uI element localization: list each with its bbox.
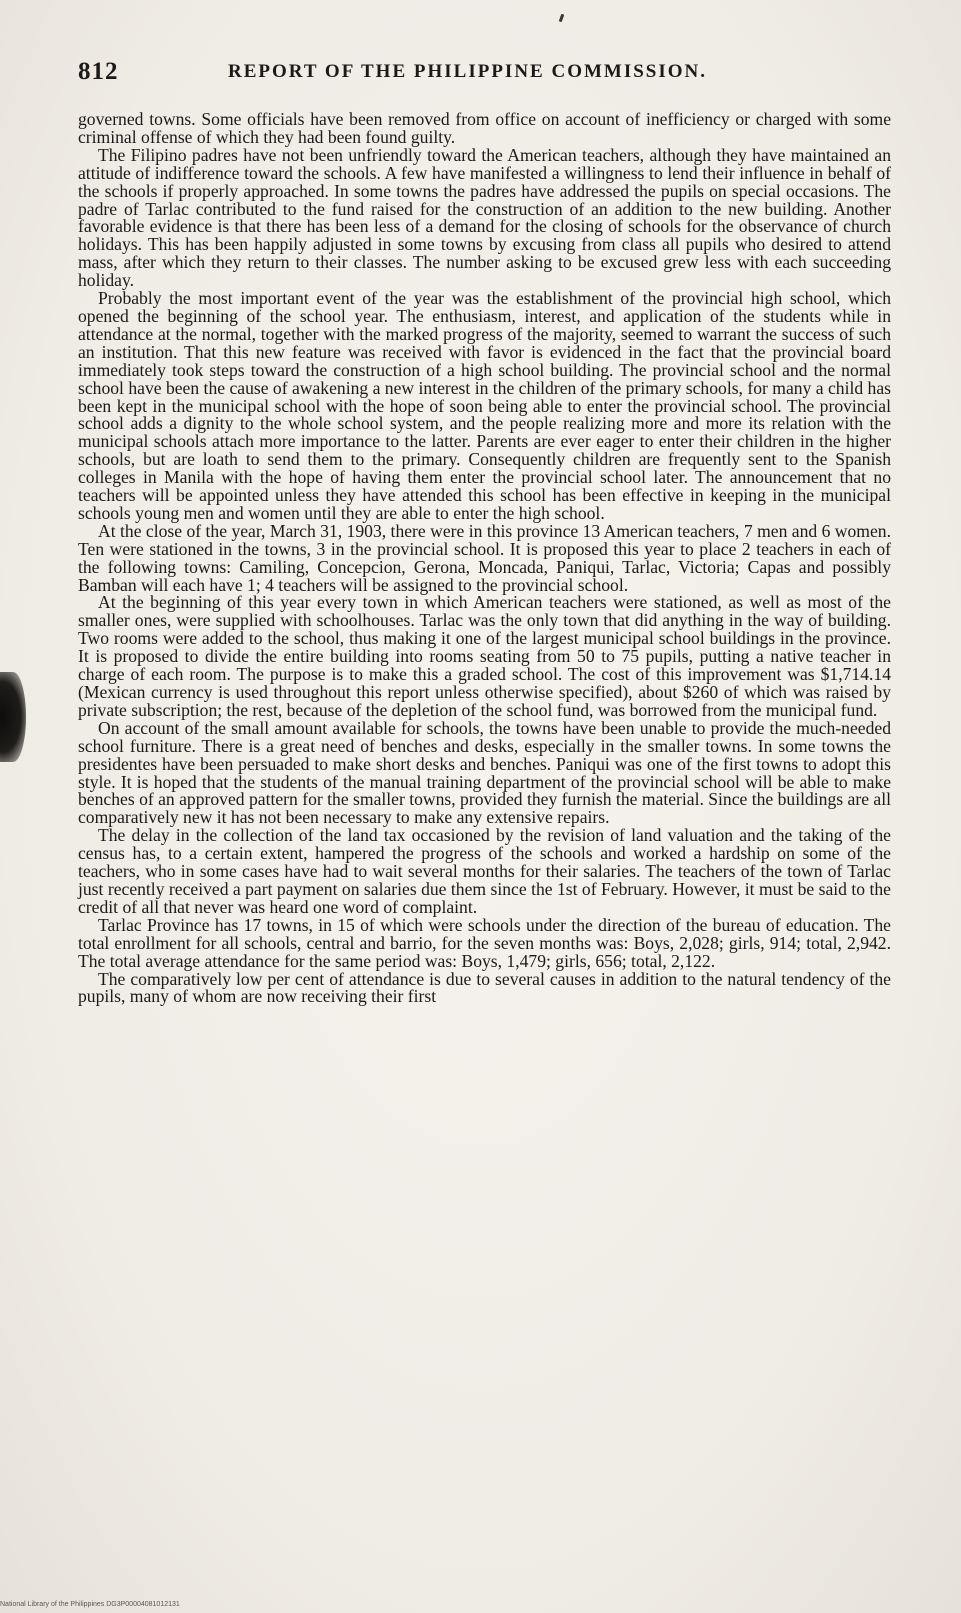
running-title: REPORT OF THE PHILIPPINE COMMISSION. (228, 61, 708, 82)
scan-footer: National Library of the Philippines DG3P00004081012131 (0, 1601, 180, 1608)
paragraph-land-tax: The delay in the collection of the land tax occasioned by the revision of land valuation and the taking of the census has, to a certain extent, hampered the progress of the schools and worked a hardship on some of the teachers, who in some cases have had to wait several months for their salaries. The teachers of the town of Tarlac just recently received a part payment on salaries due them since the 1st of February. However, it must be said to the credit of all that never was heard one word of complaint. (78, 825, 891, 917)
paragraph-high-school: Probably the most important event of the year was the establishment of the provincial high school, which opened the beginning of the school year. The enthusiasm, interest, and application of the students while in attendance at the normal, together with the marked progress of the majority, seemed to warrant the success of such an institution. That this new feature was received with favor is evidenced in the fact that the provincial board immediately took steps toward the construction of a high school building. The provincial school and the normal school have been the cause of awakening a new interest in the children of the primary schools, for many a child has been kept in the municipal school with the hope of soon being able to enter the provincial school. The provincial school adds a dignity to the whole school system, and the people realizing more and more its relation with the municipal schools attach more importance to the latter. Parents are ever eager to enter their children in the higher schools, but are loath to send them to the primary. Consequently children are frequently sent to the Spanish colleges in Manila with the hope of having them enter the provincial school later. The announcement that no teachers will be appointed unless they have attended this school has been effective in keeping in the municipal schools young men and women until they are able to enter the high school. (78, 288, 891, 523)
paragraph-american-teachers: At the close of the year, March 31, 1903, there were in this province 13 American teachers, 7 men and 6 women. Ten were stationed in the towns, 3 in the provincial school. It is proposed this year to place 2 teachers in each of the following towns: Camiling, Concepcion, Gerona, Moncada, Paniqui, Tarlac, Victoria; Capas and possibly Bamban will each have 1; 4 teachers will be assigned to the provincial school. (78, 520, 891, 595)
paragraph-filipino-padres: The Filipino padres have not been unfriendly toward the American teachers, although they have maintained an attitude of indifference toward the schools. A few have manifested a willingness to lend their influence in behalf of the schools if properly approached. In some towns the padres have addressed the pupils on special occasions. The padre of Tarlac contributed to the fund raised for the construction of an addition to the new building. Another favorable evidence is that there has been less of a demand for the closing of schools for the observance of church holidays. This has been happily adjusted in some towns by excusing from class all pupils who desired to attend mass, after which they return to their classes. The number asking to be excused grew less with each succeeding holiday. (78, 144, 891, 291)
binding-shadow (0, 672, 26, 762)
paragraph-continued: governed towns. Some officials have been removed from office on account of inefficiency or charged with some criminal offense of which they had been found guilty. (78, 109, 891, 147)
paragraph-enrollment: Tarlac Province has 17 towns, in 15 of which were schools under the direction of the bureau of education. The total enrollment for all schools, central and barrio, for the seven months was: Boys, 2,028; girls, 914; total, 2,942. The total average attendance for the same period was: Boys, 1,479; girls, 656; total, 2,122. (78, 914, 891, 971)
page-header (78, 58, 893, 88)
paragraph-school-furniture: On account of the small amount available for schools, the towns have been unable to provide the much-needed school furniture. There is a great need of benches and desks, especially in the smaller towns. In some towns the presidentes have been persuaded to make short desks and benches. Paniqui was one of the first towns to adopt this style. It is hoped that the students of the manual training department of the provincial school will be able to make benches of an approved pattern for the smaller towns, provided they furnish the material. Since the buildings are all comparatively new it has not been necessary to make any extensive repairs. (78, 717, 891, 828)
body-text (78, 111, 891, 1006)
paragraph-schoolhouses: At the beginning of this year every town in which American teachers were stationed, as well as most of the smaller ones, were supplied with schoolhouses. Tarlac was the only town that did anything in the way of building. Two rooms were added to the school, thus making it one of the largest municipal school buildings in the province. It is proposed to divide the entire building into rooms seating from 50 to 75 pupils, putting a native teacher in charge of each room. The purpose is to make this a graded school. The cost of this improvement was $1,714.14 (Mexican currency is used throughout this report unless otherwise specified), about $260 of which was raised by private subscription; the rest, because of the depletion of the school fund, was borrowed from the municipal fund. (78, 592, 891, 720)
page-number: 812 (78, 58, 119, 85)
ink-speck (559, 14, 565, 23)
paragraph-attendance: The comparatively low per cent of attendance is due to several causes in addition to the natural tendency of the pupils, many of whom are now receiving their first (78, 968, 891, 1007)
